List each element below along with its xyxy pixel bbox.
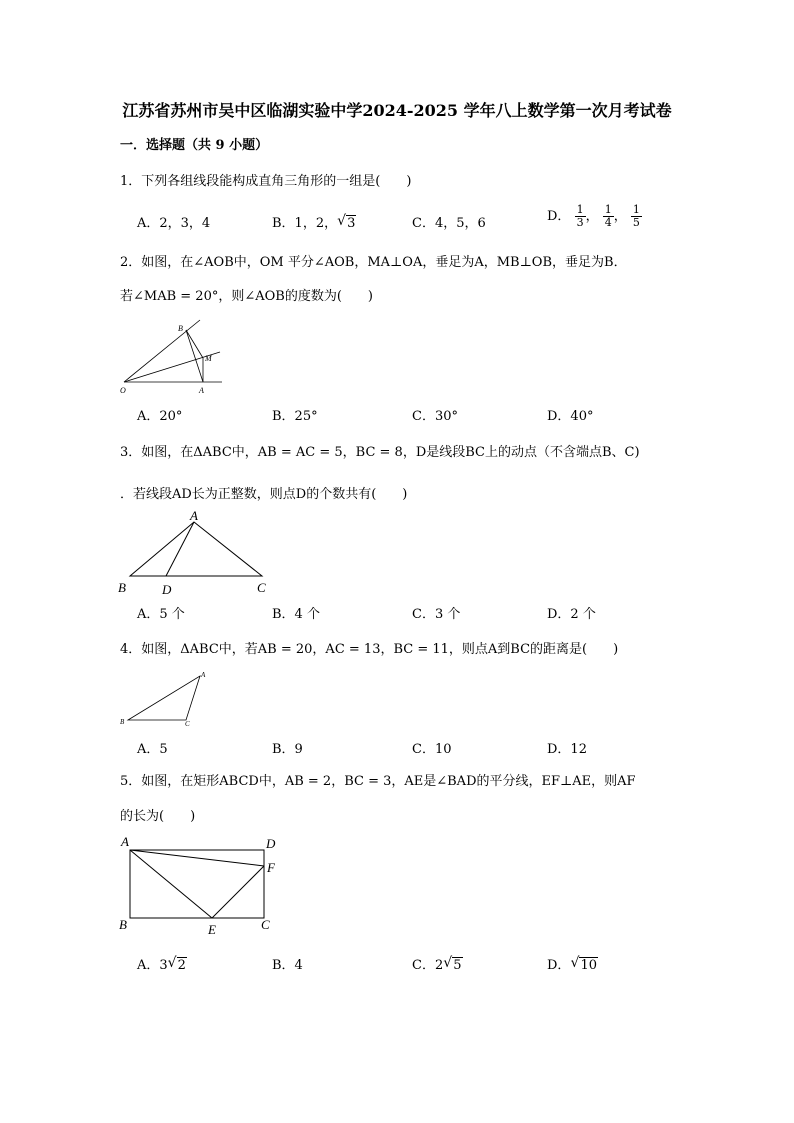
q4-option-c: C．10 [412,742,452,757]
label-d: D [266,836,276,851]
label-c: C [261,917,270,932]
question-3-line-1: 3．如图，在ΔABC中，AB = AC = 5，BC = 8，D是线段BC上的动点（不含端点B、C) [120,445,640,460]
label-e: E [208,922,216,937]
sqrt-symbol: √ 5 [443,955,462,973]
frac-den: 3 [576,216,584,229]
sqrt-symbol: √ 3 [337,213,356,231]
q3-option-b: B．4 个 [272,607,320,622]
q1-option-a: A．2，3，4 [137,216,211,231]
q2-option-b: B．25° [272,409,318,424]
q5-option-c [412,954,463,973]
label-b: B [178,324,183,333]
q5-option-a [137,954,187,973]
q5-option-c-text: C．2 [412,958,444,973]
fraction-1 [575,204,586,229]
q2-option-a: A．20° [137,409,183,424]
label-f: F [267,860,275,875]
sqrt-symbol: √ 2 [167,955,186,973]
label-a: A [201,671,206,679]
question-3-line-2: ．若线段AD长为正整数，则点D的个数共有( ) [120,487,408,502]
q5-rectangle-figure [116,830,286,938]
q1-option-b-radicand: 3 [347,216,356,231]
label-c: C [185,720,190,728]
label-m: M [205,354,212,363]
label-c: C [257,580,266,595]
frac-num: 1 [632,203,640,216]
q5-option-b: B．4 [272,958,303,973]
q3-option-d: D．2 个 [547,607,596,622]
label-a: A [121,834,129,849]
label-b: B [119,917,127,932]
q5-option-d-text: D． [547,958,571,973]
label-d: D [162,582,172,597]
frac-num: 1 [604,203,612,216]
q4-triangle-figure [116,666,216,732]
frac-den: 4 [604,216,612,229]
q3-triangle-figure [116,508,276,600]
question-4-line-1: 4．如图，ΔABC中，若AB = 20，AC = 13，BC = 11，则点A到BC的距离是( ) [120,642,619,657]
fraction-2 [603,204,614,229]
q1-option-d-label: D． [547,209,571,224]
q5-option-a-text: A．3 [137,958,168,973]
question-5-line-2: 的长为( ) [120,809,196,824]
fraction-3 [631,204,642,229]
q2-angle-figure [116,316,236,398]
q2-option-d: D．40° [547,409,594,424]
q5-option-c-radicand: 5 [453,958,462,973]
q2-option-c: C．30° [412,409,458,424]
frac-num: 1 [576,203,584,216]
question-5-line-1: 5．如图，在矩形ABCD中，AB = 2，BC = 3，AE是∠BAD的平分线，EF⊥AE，则AF [120,774,636,789]
q3-option-a: A．5 个 [137,607,185,622]
q3-option-c: C．3 个 [412,607,461,622]
q1-option-c: C．4，5，6 [412,216,486,231]
frac-den: 5 [632,216,640,229]
label-b: B [118,580,126,595]
q4-option-d: D．12 [547,742,587,757]
q4-option-a: A．5 [137,742,168,757]
q5-option-d [547,954,598,973]
question-1-stem: 1．下列各组线段能构成直角三角形的一组是( ) [120,174,412,189]
question-2-line-2: 若∠MAB = 20°，则∠AOB的度数为( ) [120,289,373,304]
q5-option-d-radicand: 10 [580,958,597,973]
question-2-line-1: 2．如图，在∠AOB中，OM 平分∠AOB，MA⊥OA，垂足为A，MB⊥OB，垂足为B． [120,255,627,270]
q4-option-b: B．9 [272,742,303,757]
label-a: A [190,508,198,523]
label-b: B [120,718,125,726]
page-title: 江苏省苏州市吴中区临湖实验中学2024-2025 学年八上数学第一次月考试卷 [122,101,672,120]
q1-option-b [272,212,356,231]
q1-option-b-text: B．1，2， [272,216,338,231]
q1-option-d: D． $\frac{1}{3}$ ， $\frac{1}{4}$ ， $\frac{1}{5}$ [547,203,640,229]
section-heading: 一．选择题（共 9 小题） [120,138,269,153]
q5-option-a-radicand: 2 [177,958,186,973]
label-a: A [199,386,204,395]
sqrt-symbol: √ 10 [570,955,597,973]
label-o: O [120,386,126,395]
